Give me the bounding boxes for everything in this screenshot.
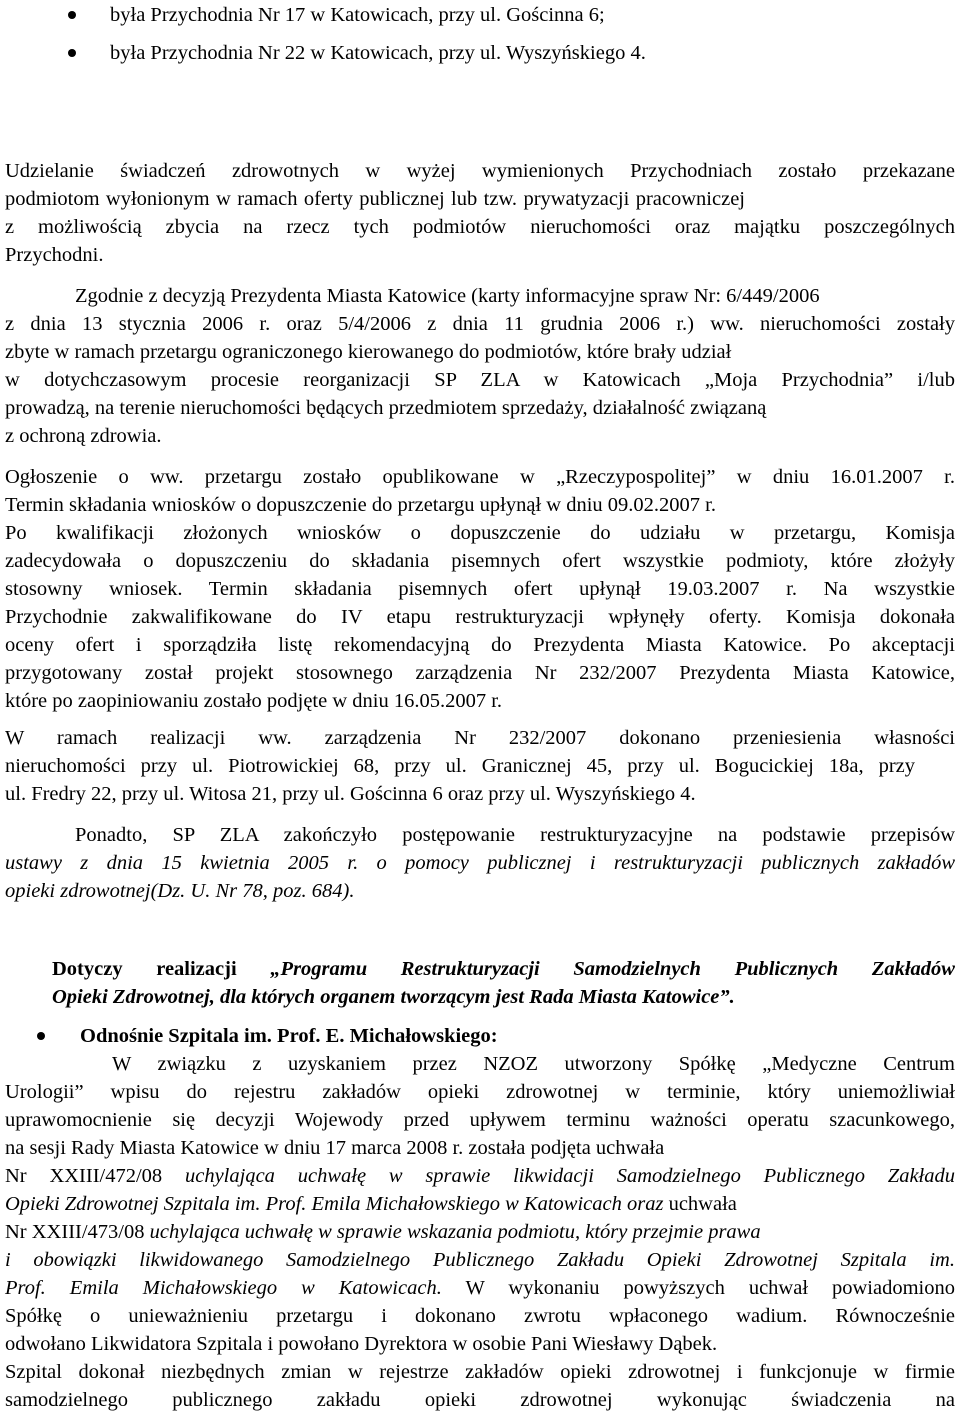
heading-title: „Programu Restrukturyzacji Samodzielnych Publicznych Zakładów — [270, 958, 955, 980]
text-line — [5, 1218, 955, 1246]
resolution-title: uchylająca uchwałę w sprawie likwidacji Samodzielnego Publicznego Zakładu — [184, 1165, 955, 1187]
text-line: stosowny wniosek. Termin składania pisemnych ofert upłynął 19.03.2007 r. Na wszystkie — [5, 578, 955, 600]
text-line: Urologii” wpisu do rejestru zakładów opieki zdrowotnej w terminie, który uniemożliwiał — [5, 1081, 955, 1103]
section-bullet-title: Odnośnie Szpitala im. Prof. E. Michałowskiego: — [80, 1025, 498, 1047]
text-line: W związku z uzyskaniem przez NZOZ utworzony Spółkę „Medyczne Centrum — [112, 1053, 955, 1075]
text-line: z ochroną zdrowia. — [5, 425, 162, 447]
bullet-dot — [68, 49, 76, 57]
text-line: Ogłoszenie o ww. przetargu zostało opublikowane w „Rzeczypospolitej” w dniu 16.01.2007 r. — [5, 466, 955, 488]
text-line: ul. Fredry 22, przy ul. Witosa 21, przy ul. Gościnna 6 oraz przy ul. Wyszyńskiego 4. — [5, 783, 696, 805]
text-line: w dotychczasowym procesie reorganizacji SP ZLA w Katowicach „Moja Przychodnia” i/lub — [5, 369, 955, 391]
text-line: zbyte w ramach przetargu ograniczonego kierowanego do podmiotów, które brały udział — [5, 341, 732, 363]
resolution-title: Opieki Zdrowotnej Szpitala im. Prof. Emila Michałowskiego w Katowicach oraz — [5, 1193, 669, 1215]
text-line: oceny ofert i sporządziła listę rekomendacyjną do Prezydenta Miasta Katowice. Po akceptacji — [5, 634, 955, 656]
text-line: Spółkę o unieważnieniu przetargu i dokonano zwrotu wpłaconego wadium. Równocześnie — [5, 1305, 955, 1327]
text-line: Szpital dokonał niezbędnych zmian w rejestrze zakładów opieki zdrowotnej i funkcjonuje w firmie — [5, 1361, 955, 1383]
text-line: Udzielanie świadczeń zdrowotnych w wyżej wymienionych Przychodniach zostało przekazane — [5, 160, 955, 182]
resolution-title: uchylająca uchwałę w sprawie wskazania podmiotu, który przejmie prawa — [149, 1221, 761, 1243]
text-line: Termin składania wniosków o dopuszczenie do przetargu upłynął w dniu 09.02.2007 r. — [5, 494, 716, 516]
bullet-dot — [68, 11, 76, 19]
text-line: W ramach realizacji ww. zarządzenia Nr 232/2007 dokonano przeniesienia własności — [5, 727, 955, 749]
text-line: samodzielnego publicznego zakładu opieki zdrowotnej wykonując świadczenia na — [5, 1389, 955, 1411]
text-line: nieruchomości przy ul. Piotrowickiej 68, przy ul. Granicznej 45, przy ul. Bogucickiej 18a, przy — [5, 755, 915, 777]
text-line: z dnia 13 stycznia 2006 r. oraz 5/4/2006 z dnia 11 grudnia 2006 r.) ww. nieruchomości zostały — [5, 313, 955, 335]
text-span: uchwała — [668, 1193, 737, 1215]
text-line: podmiotom wyłonionym w ramach oferty publicznej lub tzw. prywatyzacji pracowniczej — [5, 188, 745, 210]
heading-prefix: Dotyczy realizacji — [52, 958, 271, 980]
text-line: Opieki Zdrowotnej, dla których organem tworzącym jest Rada Miasta Katowice”. — [52, 986, 735, 1008]
text-line: Zgodnie z decyzją Prezydenta Miasta Katowice (karty informacyjne spraw Nr: 6/449/2006 — [75, 285, 820, 307]
text-line: prowadzą, na terenie nieruchomości będących przedmiotem sprzedaży, działalność związaną — [5, 397, 767, 419]
text-line: i obowiązki likwidowanego Samodzielnego Publicznego Zakładu Opieki Zdrowotnej Szpitala im. — [5, 1249, 955, 1271]
list-item: była Przychodnia Nr 17 w Katowicach, przy ul. Gościnna 6; — [110, 4, 605, 26]
text-line: które po zaopiniowaniu zostało podjęte w dniu 16.05.2007 r. — [5, 690, 503, 712]
text-line: odwołano Likwidatora Szpitala i powołano Dyrektora w osobie Pani Wiesławy Dąbek. — [5, 1333, 718, 1355]
text-line: Po kwalifikacji złożonych wniosków o dopuszczenie do udziału w przetargu, Komisja — [5, 522, 955, 544]
text-line: Przychodnie zakwalifikowane do IV etapu restrukturyzacji wpłynęły oferty. Komisja dokonała — [5, 606, 955, 628]
text-line — [5, 1162, 955, 1190]
text-line: z możliwością zbycia na rzecz tych podmiotów nieruchomości oraz majątku poszczególnych — [5, 216, 955, 238]
text-line — [5, 1190, 955, 1218]
resolution-number: Nr XXIII/473/08 — [5, 1221, 150, 1243]
text-line: na sesji Rady Miasta Katowice w dniu 17 marca 2008 r. została podjęta uchwała — [5, 1137, 665, 1159]
text-line: ustawy z dnia 15 kwietnia 2005 r. o pomocy publicznej i restrukturyzacji publicznych zakładów — [5, 852, 955, 874]
resolution-number: Nr XXIII/472/08 — [5, 1165, 185, 1187]
resolution-title: Prof. Emila Michałowskiego w Katowicach. — [5, 1277, 442, 1299]
text-line: Ponadto, SP ZLA zakończyło postępowanie restrukturyzacyjne na podstawie przepisów — [75, 824, 955, 846]
text-line: uprawomocnienie się decyzji Wojewody przed upływem terminu ważności operatu szacunkowego, — [5, 1109, 955, 1131]
text-line: Przychodni. — [5, 244, 104, 266]
text-line: opieki zdrowotnej(Dz. U. Nr 78, poz. 684). — [5, 880, 355, 902]
text-span: W wykonaniu powyższych uchwał powiadomiono — [441, 1277, 955, 1299]
text-line — [52, 955, 955, 983]
text-line: przygotowany został projekt stosownego zarządzenia Nr 232/2007 Prezydenta Miasta Katowice, — [5, 662, 955, 684]
list-item: była Przychodnia Nr 22 w Katowicach, przy ul. Wyszyńskiego 4. — [110, 42, 646, 64]
text-line: zadecydowała o dopuszczeniu do składania pisemnych ofert wszystkie podmioty, które złożyły — [5, 550, 955, 572]
text-line — [5, 1274, 955, 1302]
bullet-dot — [37, 1032, 45, 1040]
